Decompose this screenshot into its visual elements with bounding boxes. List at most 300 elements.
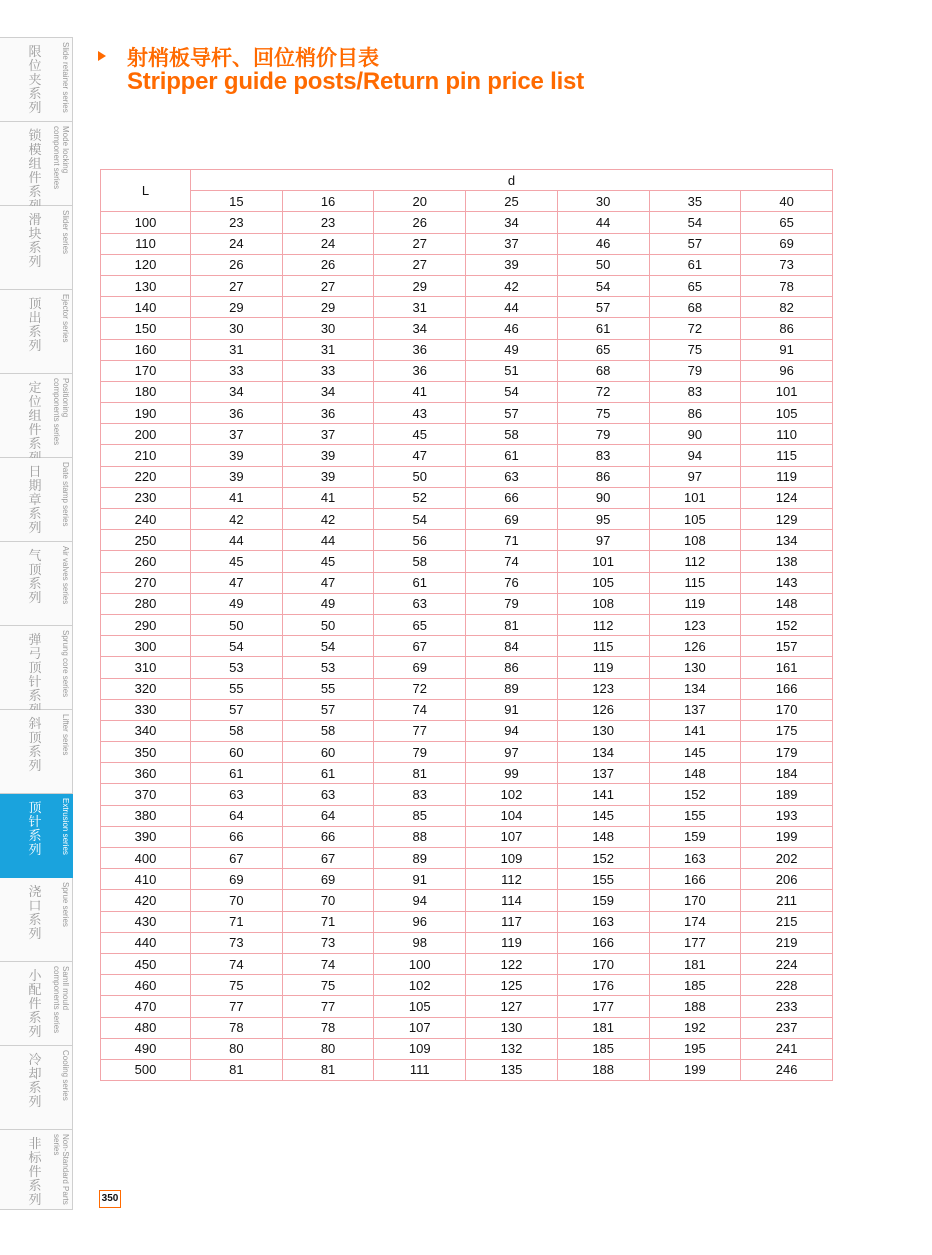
price-cell: 52 <box>374 487 466 508</box>
price-cell: 81 <box>466 614 558 635</box>
price-cell: 126 <box>557 699 649 720</box>
price-cell: 66 <box>282 826 374 847</box>
table-row <box>101 233 833 254</box>
price-cell: 58 <box>191 720 283 741</box>
price-cell: 130 <box>649 657 741 678</box>
price-cell: 54 <box>466 381 558 402</box>
price-cell: 79 <box>649 360 741 381</box>
diameter-header-cell: 40 <box>741 191 833 212</box>
price-cell: 74 <box>374 699 466 720</box>
table-row <box>101 593 833 614</box>
sidebar-tab-label: 限位夹系列 <box>28 45 42 116</box>
length-cell: 250 <box>101 530 191 551</box>
price-cell: 53 <box>191 657 283 678</box>
price-cell: 29 <box>374 275 466 296</box>
price-cell: 84 <box>466 636 558 657</box>
table-row <box>101 360 833 381</box>
price-cell: 63 <box>191 784 283 805</box>
price-cell: 110 <box>741 424 833 445</box>
table-row <box>101 318 833 339</box>
sidebar-tab-label: 日期章系列 <box>28 465 42 536</box>
price-cell: 119 <box>557 657 649 678</box>
table-row <box>101 763 833 784</box>
price-cell: 85 <box>374 805 466 826</box>
price-cell: 86 <box>466 657 558 678</box>
price-cell: 179 <box>741 742 833 763</box>
length-cell: 500 <box>101 1059 191 1080</box>
price-cell: 41 <box>374 381 466 402</box>
length-cell: 260 <box>101 551 191 572</box>
length-cell: 480 <box>101 1017 191 1038</box>
length-cell: 100 <box>101 212 191 233</box>
price-cell: 73 <box>282 932 374 953</box>
price-cell: 71 <box>282 911 374 932</box>
price-cell: 78 <box>191 1017 283 1038</box>
price-cell: 44 <box>191 530 283 551</box>
length-cell: 170 <box>101 360 191 381</box>
price-cell: 75 <box>557 403 649 424</box>
price-cell: 72 <box>374 678 466 699</box>
price-cell: 185 <box>649 975 741 996</box>
price-cell: 68 <box>557 360 649 381</box>
price-cell: 74 <box>191 953 283 974</box>
price-cell: 61 <box>649 254 741 275</box>
price-cell: 54 <box>374 509 466 530</box>
sidebar-tab-english-label: Slider series <box>61 210 70 255</box>
price-cell: 246 <box>741 1059 833 1080</box>
price-cell: 193 <box>741 805 833 826</box>
price-cell: 99 <box>466 763 558 784</box>
sidebar-tab-english-label: Date stamp series <box>61 462 70 527</box>
price-cell: 132 <box>466 1038 558 1059</box>
price-cell: 159 <box>557 890 649 911</box>
price-cell: 83 <box>374 784 466 805</box>
price-cell: 105 <box>649 509 741 530</box>
price-cell: 77 <box>374 720 466 741</box>
sidebar-tab[interactable] <box>0 962 73 1046</box>
price-cell: 185 <box>557 1038 649 1059</box>
sidebar-tab-label: 气顶系列 <box>28 549 42 606</box>
price-cell: 63 <box>374 593 466 614</box>
length-cell: 390 <box>101 826 191 847</box>
price-cell: 89 <box>466 678 558 699</box>
table-row <box>101 424 833 445</box>
price-cell: 170 <box>557 953 649 974</box>
price-cell: 126 <box>649 636 741 657</box>
price-cell: 130 <box>557 720 649 741</box>
price-cell: 115 <box>649 572 741 593</box>
price-cell: 61 <box>282 763 374 784</box>
price-cell: 36 <box>374 339 466 360</box>
price-cell: 75 <box>649 339 741 360</box>
table-row <box>101 212 833 233</box>
length-cell: 130 <box>101 275 191 296</box>
price-cell: 206 <box>741 869 833 890</box>
table-row <box>101 848 833 869</box>
diameter-header-cell: 16 <box>282 191 374 212</box>
table-row <box>101 996 833 1017</box>
table-row <box>101 678 833 699</box>
table-row <box>101 551 833 572</box>
sidebar-tab[interactable] <box>0 38 73 122</box>
price-cell: 69 <box>282 869 374 890</box>
price-cell: 81 <box>282 1059 374 1080</box>
price-cell: 37 <box>191 424 283 445</box>
sidebar-tab[interactable] <box>0 878 73 962</box>
price-cell: 105 <box>374 996 466 1017</box>
price-cell: 69 <box>741 233 833 254</box>
price-cell: 97 <box>649 466 741 487</box>
price-cell: 56 <box>374 530 466 551</box>
price-cell: 107 <box>374 1017 466 1038</box>
price-cell: 57 <box>557 297 649 318</box>
sidebar-tab-english-label: Slide retainer series <box>61 42 70 113</box>
price-cell: 78 <box>741 275 833 296</box>
price-cell: 138 <box>741 551 833 572</box>
price-cell: 49 <box>191 593 283 614</box>
length-cell: 370 <box>101 784 191 805</box>
price-cell: 119 <box>466 932 558 953</box>
price-cell: 23 <box>191 212 283 233</box>
price-cell: 72 <box>649 318 741 339</box>
price-cell: 177 <box>649 932 741 953</box>
sidebar-tab-english-label: Non-Standard Parts series <box>52 1134 70 1205</box>
price-cell: 202 <box>741 848 833 869</box>
price-cell: 101 <box>557 551 649 572</box>
price-cell: 76 <box>466 572 558 593</box>
table-row <box>101 381 833 402</box>
price-cell: 33 <box>191 360 283 381</box>
play-arrow-icon <box>98 51 106 61</box>
table-row <box>101 975 833 996</box>
price-cell: 115 <box>557 636 649 657</box>
price-cell: 30 <box>191 318 283 339</box>
price-cell: 88 <box>374 826 466 847</box>
length-cell: 120 <box>101 254 191 275</box>
price-cell: 83 <box>649 381 741 402</box>
price-cell: 102 <box>374 975 466 996</box>
table-row <box>101 742 833 763</box>
price-cell: 176 <box>557 975 649 996</box>
price-cell: 166 <box>741 678 833 699</box>
price-cell: 61 <box>557 318 649 339</box>
price-cell: 41 <box>282 487 374 508</box>
price-cell: 24 <box>191 233 283 254</box>
price-cell: 122 <box>466 953 558 974</box>
length-cell: 310 <box>101 657 191 678</box>
price-cell: 109 <box>466 848 558 869</box>
price-cell: 27 <box>374 233 466 254</box>
price-cell: 145 <box>557 805 649 826</box>
sidebar-tab-label: 定位组件系 <box>28 381 42 452</box>
price-cell: 97 <box>557 530 649 551</box>
diameter-header-cell: 15 <box>191 191 283 212</box>
price-cell: 60 <box>191 742 283 763</box>
length-cell: 350 <box>101 742 191 763</box>
price-cell: 112 <box>466 869 558 890</box>
price-cell: 44 <box>466 297 558 318</box>
price-cell: 50 <box>374 466 466 487</box>
sidebar-tab[interactable] <box>0 374 73 458</box>
sidebar-tab-english-label: Lifter series <box>61 714 70 756</box>
table-row <box>101 1017 833 1038</box>
price-cell: 219 <box>741 932 833 953</box>
price-cell: 130 <box>466 1017 558 1038</box>
price-cell: 90 <box>649 424 741 445</box>
price-cell: 45 <box>191 551 283 572</box>
sidebar-tab-english-label: Extrusion series <box>61 798 70 855</box>
price-cell: 101 <box>741 381 833 402</box>
price-cell: 72 <box>557 381 649 402</box>
length-cell: 220 <box>101 466 191 487</box>
sidebar-tab[interactable] <box>0 290 73 374</box>
price-cell: 58 <box>282 720 374 741</box>
length-cell: 280 <box>101 593 191 614</box>
sidebar-tab[interactable] <box>0 122 73 206</box>
price-cell: 181 <box>649 953 741 974</box>
price-cell: 119 <box>741 466 833 487</box>
length-cell: 320 <box>101 678 191 699</box>
length-cell: 410 <box>101 869 191 890</box>
price-cell: 111 <box>374 1059 466 1080</box>
price-cell: 233 <box>741 996 833 1017</box>
sidebar-tab-english-label: Sprue series <box>61 882 70 927</box>
length-cell: 240 <box>101 509 191 530</box>
sidebar-tab-english-label: Mode locking component series <box>52 126 70 190</box>
price-cell: 23 <box>282 212 374 233</box>
length-cell: 400 <box>101 848 191 869</box>
table-row <box>101 487 833 508</box>
price-cell: 70 <box>282 890 374 911</box>
length-cell: 490 <box>101 1038 191 1059</box>
price-cell: 105 <box>557 572 649 593</box>
price-cell: 141 <box>557 784 649 805</box>
price-cell: 134 <box>557 742 649 763</box>
price-cell: 170 <box>649 890 741 911</box>
sidebar-tab-english-label: Cooling series <box>61 1050 70 1101</box>
price-cell: 29 <box>282 297 374 318</box>
price-cell: 34 <box>374 318 466 339</box>
sidebar-tab-label: 滑块系列 <box>28 213 42 270</box>
length-cell: 330 <box>101 699 191 720</box>
price-cell: 58 <box>466 424 558 445</box>
length-cell: 230 <box>101 487 191 508</box>
price-cell: 86 <box>741 318 833 339</box>
price-cell: 195 <box>649 1038 741 1059</box>
price-cell: 125 <box>466 975 558 996</box>
sidebar-tab[interactable] <box>0 1046 73 1130</box>
price-cell: 96 <box>741 360 833 381</box>
price-cell: 27 <box>374 254 466 275</box>
price-cell: 36 <box>374 360 466 381</box>
sidebar-tab-english-label: Air valves series <box>61 546 70 605</box>
sidebar-tab[interactable] <box>0 710 73 794</box>
price-cell: 54 <box>191 636 283 657</box>
price-cell: 94 <box>649 445 741 466</box>
price-cell: 75 <box>191 975 283 996</box>
price-cell: 36 <box>191 403 283 424</box>
length-cell: 110 <box>101 233 191 254</box>
price-cell: 42 <box>191 509 283 530</box>
price-cell: 70 <box>191 890 283 911</box>
price-cell: 80 <box>282 1038 374 1059</box>
price-cell: 134 <box>741 530 833 551</box>
price-cell: 86 <box>649 403 741 424</box>
table-row <box>101 445 833 466</box>
price-cell: 79 <box>374 742 466 763</box>
price-cell: 107 <box>466 826 558 847</box>
price-cell: 109 <box>374 1038 466 1059</box>
price-cell: 57 <box>191 699 283 720</box>
price-cell: 192 <box>649 1017 741 1038</box>
price-cell: 36 <box>282 403 374 424</box>
price-cell: 50 <box>282 614 374 635</box>
price-cell: 189 <box>741 784 833 805</box>
price-cell: 100 <box>374 953 466 974</box>
price-cell: 73 <box>191 932 283 953</box>
sidebar-tab-label: 锁模组件系 <box>28 129 42 200</box>
price-cell: 114 <box>466 890 558 911</box>
price-cell: 60 <box>282 742 374 763</box>
table-row <box>101 297 833 318</box>
price-cell: 71 <box>191 911 283 932</box>
price-cell: 66 <box>191 826 283 847</box>
sidebar-tab[interactable] <box>0 794 73 878</box>
price-cell: 177 <box>557 996 649 1017</box>
length-cell: 210 <box>101 445 191 466</box>
price-cell: 80 <box>191 1038 283 1059</box>
price-cell: 148 <box>741 593 833 614</box>
price-cell: 67 <box>282 848 374 869</box>
price-cell: 129 <box>741 509 833 530</box>
price-cell: 174 <box>649 911 741 932</box>
table-row <box>101 784 833 805</box>
price-cell: 102 <box>466 784 558 805</box>
length-cell: 270 <box>101 572 191 593</box>
length-cell: 440 <box>101 932 191 953</box>
sidebar-tab-label: 小配件系列 <box>28 969 42 1040</box>
price-cell: 228 <box>741 975 833 996</box>
price-cell: 54 <box>649 212 741 233</box>
sidebar-tab-english-label: Sprung core series <box>61 630 70 698</box>
price-cell: 96 <box>374 911 466 932</box>
price-cell: 34 <box>282 381 374 402</box>
length-cell: 460 <box>101 975 191 996</box>
length-cell: 340 <box>101 720 191 741</box>
diameter-header-cell: 25 <box>466 191 558 212</box>
sidebar-tab-label: 顶出系列 <box>28 297 42 354</box>
price-cell: 44 <box>557 212 649 233</box>
length-cell: 160 <box>101 339 191 360</box>
price-cell: 181 <box>557 1017 649 1038</box>
price-cell: 42 <box>282 509 374 530</box>
table-row <box>101 509 833 530</box>
sidebar-tab[interactable] <box>0 626 73 710</box>
price-cell: 45 <box>282 551 374 572</box>
price-cell: 78 <box>282 1017 374 1038</box>
price-cell: 115 <box>741 445 833 466</box>
price-cell: 39 <box>282 466 374 487</box>
price-cell: 89 <box>374 848 466 869</box>
length-cell: 180 <box>101 381 191 402</box>
diameter-header-cell: 30 <box>557 191 649 212</box>
price-cell: 67 <box>374 636 466 657</box>
price-cell: 137 <box>557 763 649 784</box>
price-cell: 24 <box>282 233 374 254</box>
price-cell: 188 <box>557 1059 649 1080</box>
price-cell: 161 <box>741 657 833 678</box>
price-cell: 127 <box>466 996 558 1017</box>
sidebar-tab[interactable] <box>0 542 73 626</box>
price-cell: 152 <box>557 848 649 869</box>
sidebar-tab[interactable] <box>0 458 73 542</box>
price-cell: 47 <box>282 572 374 593</box>
table-row <box>101 911 833 932</box>
table-row <box>101 953 833 974</box>
sidebar-tab[interactable] <box>0 1130 73 1210</box>
price-cell: 166 <box>649 869 741 890</box>
price-cell: 47 <box>191 572 283 593</box>
page-title-english: Stripper guide posts/Return pin price list <box>127 68 584 95</box>
length-cell: 150 <box>101 318 191 339</box>
table-row <box>101 403 833 424</box>
price-cell: 101 <box>649 487 741 508</box>
price-cell: 97 <box>466 742 558 763</box>
length-cell: 190 <box>101 403 191 424</box>
table-row <box>101 466 833 487</box>
price-cell: 148 <box>557 826 649 847</box>
price-cell: 54 <box>557 275 649 296</box>
price-cell: 135 <box>466 1059 558 1080</box>
price-cell: 77 <box>191 996 283 1017</box>
price-cell: 112 <box>649 551 741 572</box>
table-row <box>101 826 833 847</box>
price-cell: 69 <box>374 657 466 678</box>
sidebar-tab[interactable] <box>0 206 73 290</box>
price-cell: 54 <box>282 636 374 657</box>
price-cell: 91 <box>741 339 833 360</box>
price-cell: 170 <box>741 699 833 720</box>
price-cell: 50 <box>557 254 649 275</box>
price-cell: 39 <box>466 254 558 275</box>
price-cell: 79 <box>466 593 558 614</box>
price-cell: 65 <box>741 212 833 233</box>
table-row <box>101 699 833 720</box>
length-cell: 470 <box>101 996 191 1017</box>
price-cell: 26 <box>374 212 466 233</box>
price-cell: 71 <box>466 530 558 551</box>
sidebar-tab-english-label: Ejector series <box>61 294 70 343</box>
price-cell: 74 <box>282 953 374 974</box>
price-cell: 108 <box>649 530 741 551</box>
price-cell: 94 <box>466 720 558 741</box>
price-cell: 69 <box>466 509 558 530</box>
price-cell: 148 <box>649 763 741 784</box>
price-cell: 143 <box>741 572 833 593</box>
price-cell: 44 <box>282 530 374 551</box>
price-cell: 112 <box>557 614 649 635</box>
price-cell: 241 <box>741 1038 833 1059</box>
price-cell: 51 <box>466 360 558 381</box>
price-cell: 34 <box>191 381 283 402</box>
price-cell: 86 <box>557 466 649 487</box>
price-cell: 41 <box>191 487 283 508</box>
price-cell: 67 <box>191 848 283 869</box>
length-cell: 380 <box>101 805 191 826</box>
price-cell: 91 <box>374 869 466 890</box>
sidebar-tab-label: 冷却系列 <box>28 1053 42 1110</box>
table-row <box>101 636 833 657</box>
